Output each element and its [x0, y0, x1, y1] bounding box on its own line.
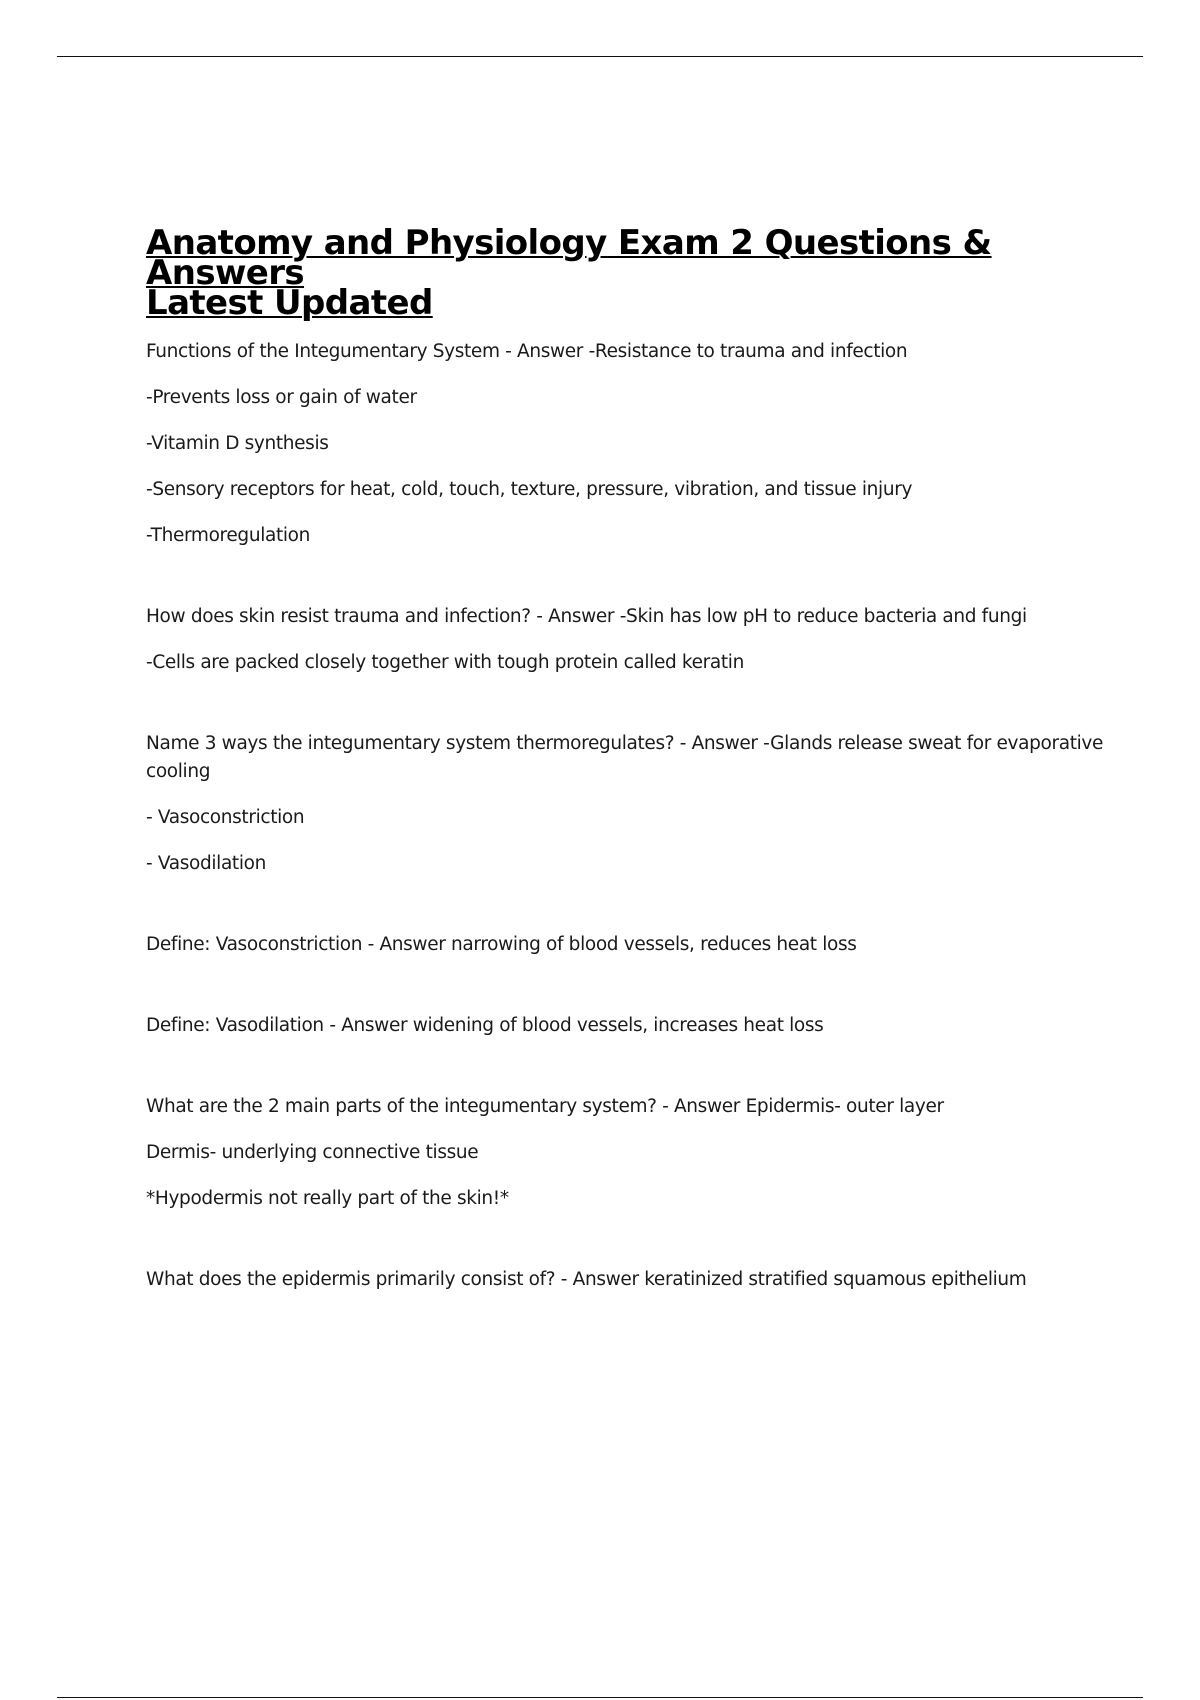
qa-block: [146, 1093, 1106, 1213]
qa-line: Dermis- underlying connective tissue: [146, 1142, 479, 1163]
qa-line: -Vitamin D synthesis: [146, 433, 329, 454]
qa-block: [146, 603, 1106, 677]
qa-line: *Hypodermis not really part of the skin!*: [146, 1188, 509, 1209]
qa-line: -Sensory receptors for heat, cold, touch, texture, pressure, vibration, and tissue injury: [146, 479, 913, 500]
qa-block: [146, 1012, 1106, 1040]
qa-line: Define: Vasodilation - Answer widening of blood vessels, increases heat loss: [146, 1015, 824, 1036]
qa-line: What are the 2 main parts of the integumentary system? - Answer Epidermis- outer layer: [146, 1096, 944, 1117]
qa-line: What does the epidermis primarily consist of? - Answer keratinized stratified squamous epithelium: [146, 1269, 1027, 1290]
qa-line: -Cells are packed closely together with tough protein called keratin: [146, 652, 744, 673]
qa-line: How does skin resist trauma and infection? - Answer -Skin has low pH to reduce bacteria and fungi: [146, 606, 1027, 627]
title-line-2: Latest Updated: [146, 283, 433, 323]
document-body: [146, 223, 1106, 1347]
qa-line: -Prevents loss or gain of water: [146, 387, 417, 408]
header-rule: [57, 56, 1143, 57]
footer-rule: [57, 1697, 1143, 1698]
document-title: [146, 223, 1106, 323]
qa-line: - Vasodilation: [146, 853, 266, 874]
qa-block: [146, 931, 1106, 959]
qa-line: -Thermoregulation: [146, 525, 311, 546]
title-line-1: Anatomy and Physiology Exam 2 Questions & Answers: [146, 223, 992, 293]
qa-line: Name 3 ways the integumentary system thermoregulates? - Answer -Glands release sweat for evaporative cooling: [146, 733, 1104, 782]
qa-block: [146, 1266, 1106, 1294]
qa-block: [146, 338, 1106, 550]
qa-block: [146, 730, 1106, 878]
qa-line: Define: Vasoconstriction - Answer narrowing of blood vessels, reduces heat loss: [146, 934, 857, 955]
qa-line: Functions of the Integumentary System - Answer -Resistance to trauma and infection: [146, 341, 908, 362]
qa-line: - Vasoconstriction: [146, 807, 305, 828]
